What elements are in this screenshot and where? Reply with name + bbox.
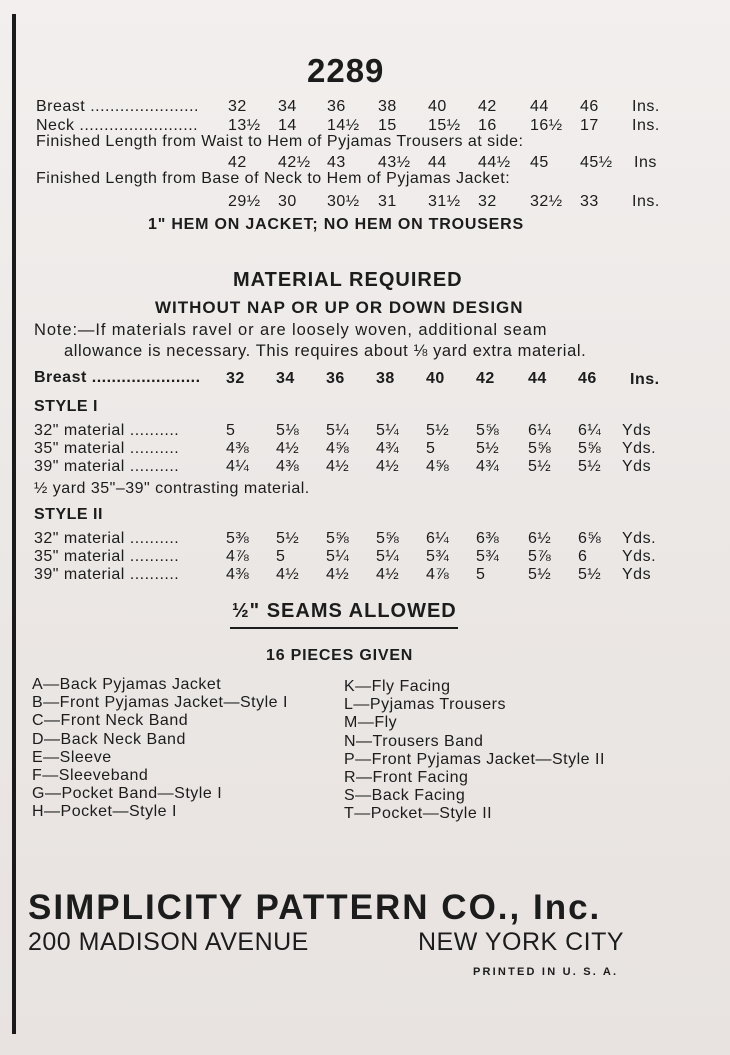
style1-row-value: 5 [426, 440, 436, 457]
style1-row-value: 5½ [476, 440, 500, 457]
piece-item: A—Back Pyjamas Jacket [32, 676, 222, 693]
style1-row-unit: Yds [622, 458, 652, 475]
waist-value: 45½ [580, 154, 613, 171]
style2-row-value: 5 [476, 566, 486, 583]
material-breast-value: 40 [426, 370, 445, 387]
style2-row-value: 6 [578, 548, 588, 565]
style2-row-value: 5⅝ [326, 530, 350, 547]
material-heading: MATERIAL REQUIRED [233, 269, 463, 291]
style1-row-value: 4½ [376, 458, 400, 475]
company-address: 200 MADISON AVENUE [28, 928, 309, 956]
company-name: SIMPLICITY PATTERN CO., Inc. [28, 888, 602, 927]
style2-row-value: 6⅝ [578, 530, 602, 547]
style2-row-value: 6¼ [426, 530, 450, 547]
neck-unit: Ins. [632, 117, 660, 134]
style1-row-value: 4⅝ [326, 440, 350, 457]
neck-value: 14 [278, 117, 297, 134]
material-breast-value: 32 [226, 370, 245, 387]
material-breast-value: 46 [578, 370, 597, 387]
material-breast-unit: Ins. [630, 371, 660, 388]
breast-value: 36 [327, 98, 346, 115]
style1-row-value: 4½ [326, 458, 350, 475]
breast-value: 38 [378, 98, 397, 115]
neck-value: 13½ [228, 117, 261, 134]
piece-item: D—Back Neck Band [32, 730, 186, 748]
style2-row-value: 5¼ [326, 548, 350, 565]
piece-item: K—Fly Facing [344, 678, 451, 695]
style1-row-unit: Yds. [622, 440, 657, 457]
neck-value: 14½ [327, 117, 360, 134]
page-left-edge [12, 14, 16, 1034]
style2-row-value: 5⅞ [528, 548, 552, 565]
breast-value: 40 [428, 98, 447, 115]
seams-underline [230, 627, 458, 629]
style1-row-value: 4¾ [476, 458, 500, 475]
material-note-line1: Note:—If materials ravel or are loosely woven, additional seam [34, 321, 548, 339]
style2-row-value: 4⅞ [226, 548, 250, 565]
style1-row-value: 5⅝ [476, 422, 500, 439]
breast-value: 44 [530, 98, 549, 115]
style1-row-value: 6¼ [528, 422, 552, 439]
piece-item: P—Front Pyjamas Jacket—Style II [344, 750, 605, 768]
style2-row-value: 5¾ [476, 548, 500, 565]
neck_base-value: 33 [580, 193, 599, 210]
material-breast-value: 42 [476, 370, 495, 387]
waist-value: 43 [327, 154, 346, 171]
waist-unit: Ins [634, 154, 657, 171]
neck_base-value: 32 [478, 193, 497, 210]
style2-row-value: 5½ [528, 566, 552, 583]
material-breast-value: 38 [376, 370, 395, 387]
company-city: NEW YORK CITY [418, 928, 625, 956]
style2-row-label: 35" material .......... [34, 548, 180, 565]
waist-value: 43½ [378, 154, 411, 171]
neck-value: 16½ [530, 117, 563, 134]
material-note-line2: allowance is necessary. This requires about ⅛ yard extra material. [64, 342, 587, 360]
neck-value: 15½ [428, 117, 461, 134]
style1-row-value: 4⅝ [426, 458, 450, 475]
breast-value: 46 [580, 98, 599, 115]
style2-row-value: 4½ [326, 566, 350, 583]
printed-in-usa: PRINTED IN U. S. A. [473, 966, 619, 978]
style2-row-value: 6⅜ [476, 530, 500, 547]
style1-row-label: 39" material .......... [34, 458, 180, 475]
material-subheading: WITHOUT NAP OR UP OR DOWN DESIGN [155, 298, 524, 317]
material-breast-label: Breast ...................... [34, 369, 201, 386]
breast-value: 32 [228, 98, 247, 115]
neck_base-value: 31½ [428, 193, 461, 210]
piece-item: H—Pocket—Style I [32, 803, 177, 821]
style2-row-unit: Yds [622, 566, 652, 583]
style1-row-unit: Yds [622, 422, 652, 439]
breast-label: Breast ...................... [36, 98, 199, 115]
style1-row-value: 5¼ [326, 422, 350, 439]
style1-label: STYLE I [34, 398, 98, 415]
hem-note: 1" HEM ON JACKET; NO HEM ON TROUSERS [148, 216, 524, 233]
style2-row-unit: Yds. [622, 530, 657, 547]
material-breast-value: 34 [276, 370, 295, 387]
style1-row-value: 5⅛ [276, 422, 300, 439]
style1-row-value: 5½ [578, 458, 602, 475]
piece-item: N—Trousers Band [344, 732, 484, 750]
seams-allowed: ½" SEAMS ALLOWED [232, 600, 457, 622]
waist-length-heading: Finished Length from Waist to Hem of Pyjamas Trousers at side: [36, 133, 524, 150]
style1-row-label: 32" material .......... [34, 422, 180, 439]
style2-row-value: 5¼ [376, 548, 400, 565]
piece-item: F—Sleeveband [32, 767, 149, 784]
piece-item: G—Pocket Band—Style I [32, 785, 223, 803]
neck_base-unit: Ins. [632, 193, 660, 210]
piece-item: T—Pocket—Style II [344, 805, 493, 823]
style2-row-unit: Yds. [622, 548, 657, 565]
style1-row-value: 4¾ [376, 440, 400, 457]
style2-row-value: 5½ [578, 566, 602, 583]
breast-unit: Ins. [632, 98, 660, 115]
style1-row-value: 5⅝ [528, 440, 552, 457]
style2-row-value: 4½ [276, 566, 300, 583]
style2-row-label: 32" material .......... [34, 530, 180, 547]
style1-row-value: 5⅝ [578, 440, 602, 457]
style1-row-value: 5½ [528, 458, 552, 475]
neck-value: 17 [580, 117, 599, 134]
style1-row-value: 5 [226, 422, 236, 439]
style1-row-value: 4¼ [226, 458, 250, 475]
material-breast-value: 36 [326, 370, 345, 387]
neck_base-value: 31 [378, 193, 397, 210]
waist-value: 44½ [478, 154, 511, 171]
breast-value: 42 [478, 98, 497, 115]
neck-length-heading: Finished Length from Base of Neck to Hem of Pyjamas Jacket: [36, 170, 511, 187]
neck_base-value: 30 [278, 193, 297, 210]
style1-row-value: 4⅜ [276, 458, 300, 475]
piece-item: C—Front Neck Band [32, 712, 189, 730]
waist-value: 42 [228, 154, 247, 171]
style2-label: STYLE II [34, 506, 103, 523]
style2-row-value: 5¾ [426, 548, 450, 565]
style1-row-value: 5¼ [376, 422, 400, 439]
style1-row-label: 35" material .......... [34, 440, 180, 457]
neck_base-value: 30½ [327, 193, 360, 210]
pattern-number: 2289 [307, 52, 385, 89]
breast-value: 34 [278, 98, 297, 115]
neck_base-value: 29½ [228, 193, 261, 210]
piece-item: E—Sleeve [32, 748, 112, 766]
style2-row-value: 5 [276, 548, 286, 565]
style2-row-value: 5⅜ [226, 530, 250, 547]
piece-item: L—Pyjamas Trousers [344, 696, 506, 714]
style1-row-value: 4⅜ [226, 440, 250, 457]
style1-row-value: 6¼ [578, 422, 602, 439]
piece-item: M—Fly [344, 714, 398, 732]
waist-value: 44 [428, 154, 447, 171]
neck-value: 16 [478, 117, 497, 134]
neck-value: 15 [378, 117, 397, 134]
style2-row-value: 4⅜ [226, 566, 250, 583]
style1-row-value: 4½ [276, 440, 300, 457]
style1-contrast-note: ½ yard 35"–39" contrasting material. [34, 480, 310, 497]
style2-row-value: 4½ [376, 566, 400, 583]
style2-row-value: 5⅝ [376, 530, 400, 547]
style2-row-label: 39" material .......... [34, 566, 180, 583]
waist-value: 42½ [278, 154, 311, 171]
piece-item: R—Front Facing [344, 769, 469, 786]
waist-value: 45 [530, 154, 549, 171]
pieces-heading: 16 PIECES GIVEN [266, 647, 414, 664]
neck_base-value: 32½ [530, 193, 563, 210]
style2-row-value: 6½ [528, 530, 552, 547]
neck-label: Neck ........................ [36, 117, 199, 134]
style1-row-value: 5½ [426, 422, 450, 439]
material-breast-value: 44 [528, 370, 547, 387]
style2-row-value: 4⅞ [426, 566, 450, 583]
piece-item: S—Back Facing [344, 787, 466, 805]
piece-item: B—Front Pyjamas Jacket—Style I [32, 694, 288, 712]
style2-row-value: 5½ [276, 530, 300, 547]
